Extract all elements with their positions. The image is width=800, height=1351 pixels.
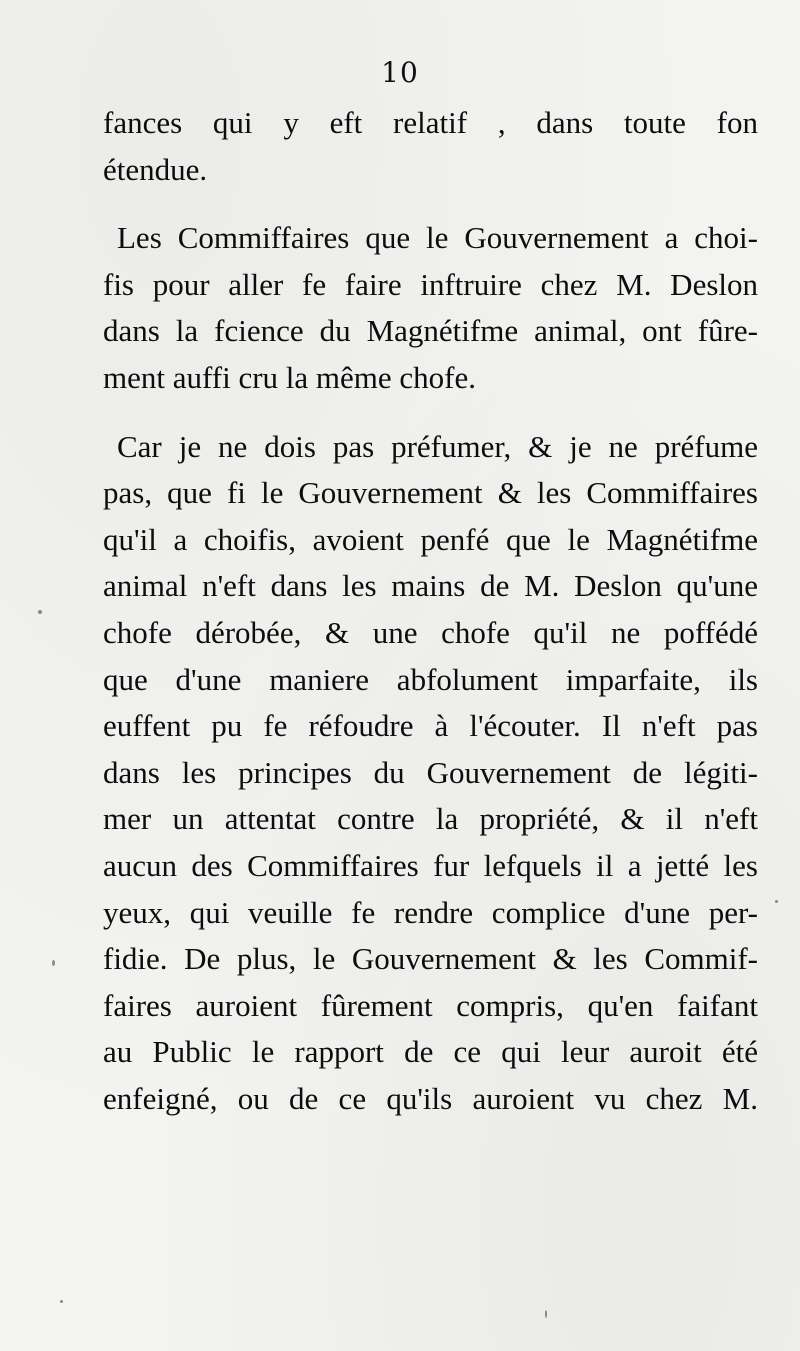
text-line: au Public le rapport de ce qui leur auroit été bbox=[103, 1034, 758, 1070]
paper-speck bbox=[52, 960, 55, 966]
text-line: dans la fcience du Magnétifme animal, ont fûre- bbox=[103, 313, 758, 349]
text-line: fidie. De plus, le Gouvernement & les Commif- bbox=[103, 941, 758, 977]
paper-speck bbox=[60, 1300, 63, 1303]
text-line: étendue. bbox=[103, 151, 208, 187]
text-line: que d'une maniere abfolument imparfaite, ils bbox=[103, 661, 758, 697]
paper-speck bbox=[38, 610, 42, 614]
text-line: fances qui y eft relatif , dans toute fon bbox=[103, 105, 758, 140]
text-line: yeux, qui veuille fe rendre complice d'une per- bbox=[103, 894, 758, 930]
paragraph-3 bbox=[103, 424, 758, 1123]
paragraph-2 bbox=[103, 215, 758, 401]
text-line: euffent pu fe réfoudre à l'écouter. Il n'eft pas bbox=[103, 708, 758, 744]
paragraph-1 bbox=[103, 100, 758, 193]
text-line: Les Commiffaires que le Gouvernement a choi- bbox=[117, 220, 758, 256]
text-line: fis pour aller fe faire inftruire chez M. Deslon bbox=[103, 266, 758, 302]
text-line: mer un attentat contre la propriété, & il n'eft bbox=[103, 801, 758, 837]
text-line: aucun des Commiffaires fur lefquels il a jetté les bbox=[103, 847, 758, 883]
paper-speck bbox=[775, 900, 778, 903]
text-line: pas, que fi le Gouvernement & les Commiffaires bbox=[103, 475, 758, 511]
text-line: qu'il a choifis, avoient penfé que le Magnétifme bbox=[103, 521, 758, 557]
paper-speck bbox=[545, 1310, 547, 1318]
page-number: 10 bbox=[381, 56, 419, 89]
body-text bbox=[103, 100, 758, 1122]
text-line: enfeigné, ou de ce qu'ils auroient vu chez M. bbox=[103, 1080, 758, 1116]
text-line: chofe dérobée, & une chofe qu'il ne poffédé bbox=[103, 614, 758, 650]
text-line: faires auroient fûrement compris, qu'en faifant bbox=[103, 987, 758, 1023]
text-line: ment auffi cru la même chofe. bbox=[103, 359, 476, 395]
text-line: animal n'eft dans les mains de M. Deslon qu'une bbox=[103, 568, 758, 604]
text-line: Car je ne dois pas préfumer, & je ne préfume bbox=[117, 428, 758, 464]
text-line: dans les principes du Gouvernement de légiti- bbox=[103, 754, 758, 790]
